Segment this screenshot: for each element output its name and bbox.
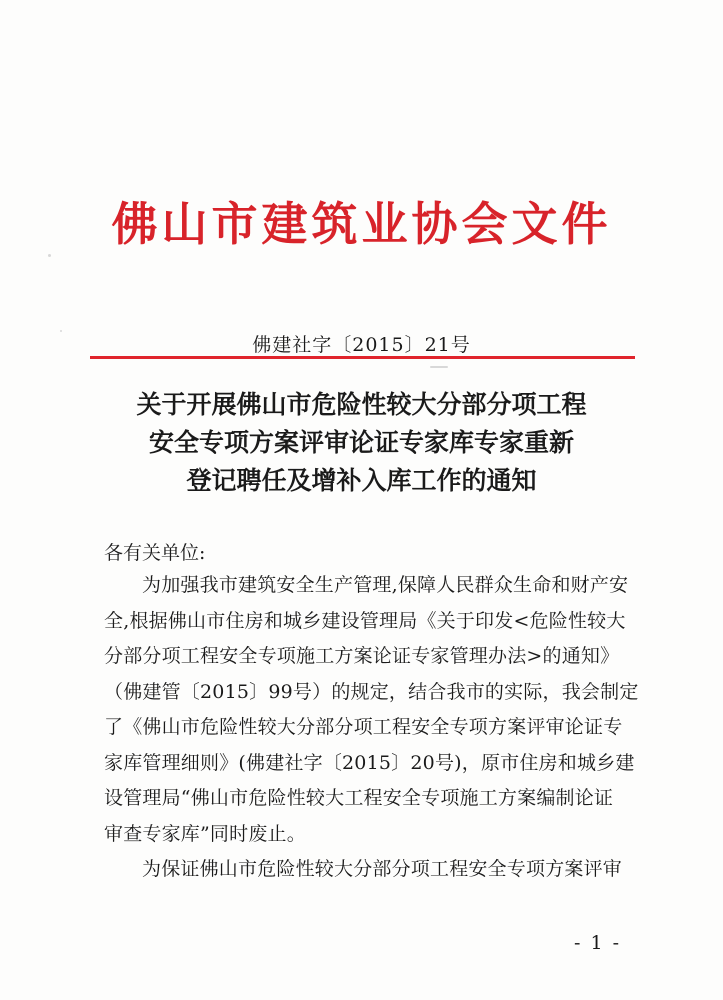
body-text bbox=[104, 568, 639, 888]
body-line: 了《佛山市危险性较大分部分项工程安全专项方案评审论证专 bbox=[104, 716, 623, 738]
title-line: 关于开展佛山市危险性较大分部分项工程 bbox=[136, 390, 587, 419]
body-line: 分部分项工程安全专项施工方案论证专家管理办法>的通知》 bbox=[104, 645, 620, 667]
body-line: 家库管理细则》(佛建社字〔2015〕20号)，原市住房和城乡建 bbox=[104, 751, 635, 774]
title-line: 安全专项方案评审论证专家库专家重新 bbox=[148, 428, 574, 457]
body-line: 审查专家库”同时废止。 bbox=[104, 822, 306, 845]
body-line: 全,根据佛山市住房和城乡建设管理局《关于印发<危险性较大 bbox=[104, 609, 626, 632]
red-rule-divider bbox=[90, 356, 635, 359]
body-line: 为保证佛山市危险性较大分部分项工程安全专项方案评审 bbox=[142, 858, 623, 880]
title-line: 登记聘任及增补入库工作的通知 bbox=[186, 466, 537, 495]
body-line: 为加强我市建筑安全生产管理,保障人民群众生命和财产安 bbox=[142, 574, 629, 596]
scan-speck bbox=[430, 366, 448, 368]
scan-speck bbox=[60, 330, 62, 332]
scan-speck bbox=[48, 254, 51, 257]
document-number: 佛建社字〔2015〕21号 bbox=[252, 334, 471, 356]
body-line: （佛建管〔2015〕99号）的规定，结合我市的实际，我会制定 bbox=[104, 680, 639, 703]
salutation: 各有关单位: bbox=[104, 542, 206, 564]
issuer-header: 佛山市建筑业协会文件 bbox=[111, 197, 612, 251]
notice-title bbox=[60, 386, 663, 500]
body-line: 设管理局“佛山市危险性较大工程安全专项施工方案编制论证 bbox=[104, 787, 614, 809]
page-number: - 1 - bbox=[573, 932, 621, 954]
